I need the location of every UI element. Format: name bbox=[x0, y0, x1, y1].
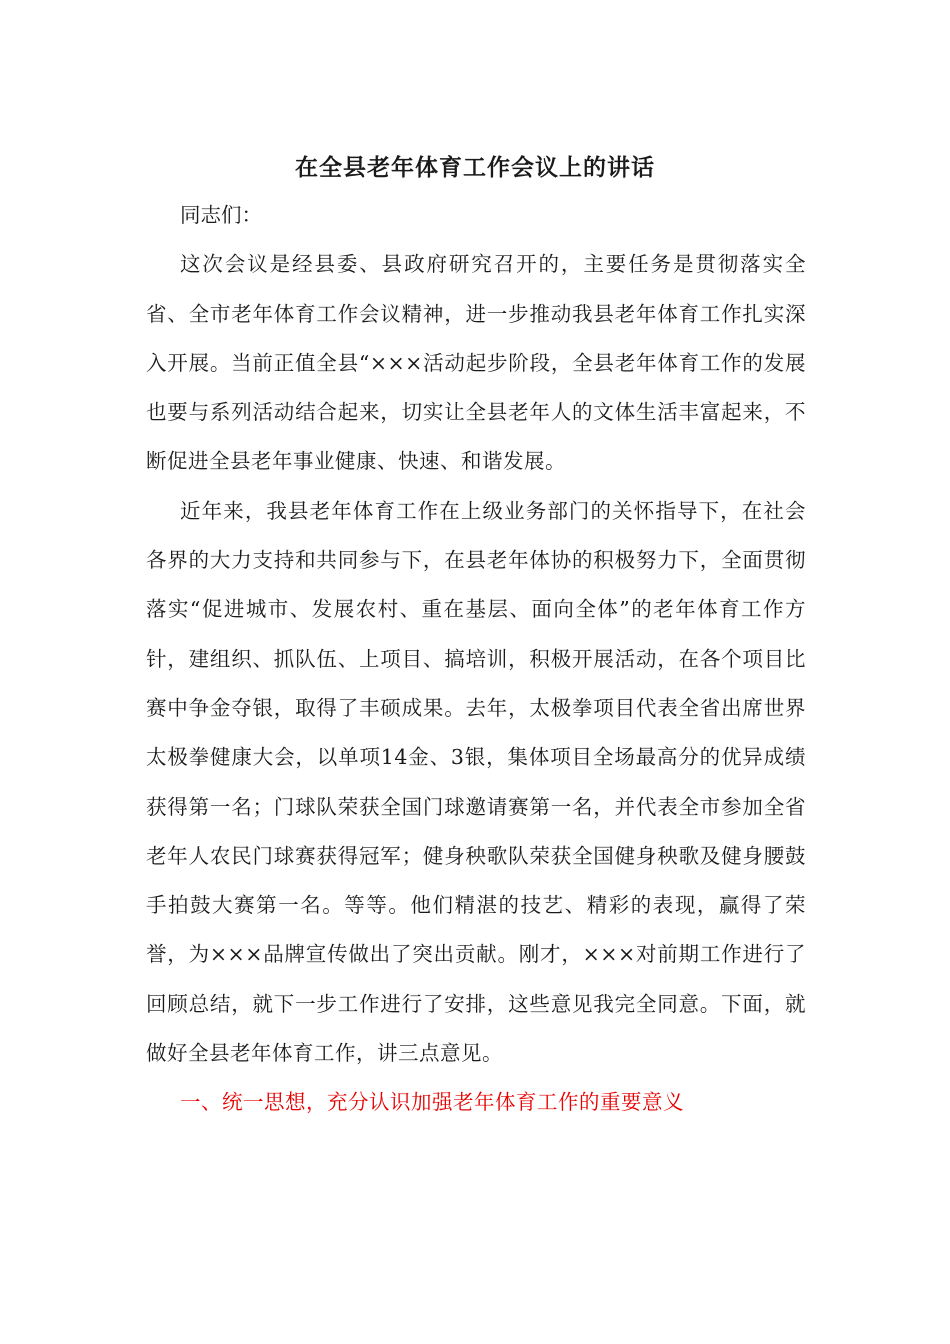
section-heading: 一、统一思想，充分认识加强老年体育工作的重要意义 bbox=[180, 1090, 684, 1115]
salutation: 同志们： bbox=[180, 203, 262, 227]
document-body bbox=[146, 191, 806, 1128]
paragraph-1: 这次会议是经县委、县政府研究召开的，主要任务是贯彻落实全省、全市老年体育工作会议精神，进一步推动我县老年体育工作扎实深入开展。当前正值全县“×××活动起步阶段，全县老年体育工作的发展也要与系列活动结合起来，切实让全县老年人的文体生活丰富起来，不断促进全县老年事业健康、快速、和谐发展。 bbox=[146, 252, 806, 474]
paragraph-2: 近年来，我县老年体育工作在上级业务部门的关怀指导下，在社会各界的大力支持和共同参与下，在县老年体协的积极努力下，全面贯彻落实“促进城市、发展农村、重在基层、面向全体”的老年体育工作方针，建组织、抓队伍、上项目、搞培训，积极开展活动，在各个项目比赛中争金夺银，取得了丰硕成果。去年，太极拳项目代表全省出席世界太极拳健康大会，以单项14金、3银，集体项目全场最高分的优异成绩获得第一名；门球队荣获全国门球邀请赛第一名，并代表全市参加全省老年人农民门球赛获得冠军；健身秧歌队荣获全国健身秧歌及健身腰鼓手拍鼓大赛第一名。等等。他们精湛的技艺、精彩的表现，赢得了荣誉，为×××品牌宣传做出了突出贡献。刚才，×××对前期工作进行了回顾总结，就下一步工作进行了安排，这些意见我完全同意。下面，就做好全县老年体育工作，讲三点意见。 bbox=[146, 498, 806, 1066]
document-title: 在全县老年体育工作会议上的讲话 bbox=[295, 155, 655, 181]
